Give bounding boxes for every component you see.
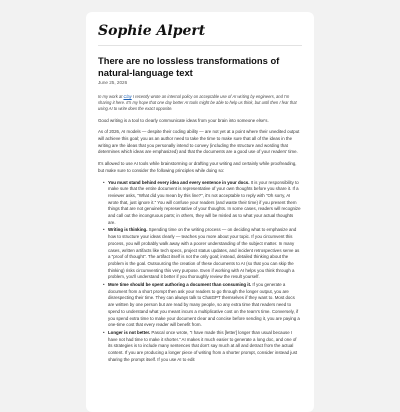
principle-lead: You must stand behind every idea and every sentence in your docs. — [108, 179, 250, 185]
principle-text: Spending time on the writing process — on deciding what to emphasize and how to structure your ideas clearly — teaches you more about your topic. If you circumvent this process, you will probably walk away with a poorer understanding of the subject matter. In many cases, written artifacts like tech specs, project status updates, and incident retrospectives serve as a "proof of thought". The artifact itself is not the only goal; instead, detailed thinking about the problem is the goal. Outsourcing the creation of these documents to AI (so that you can skip the thinking) risks circumventing this very purpose. Even if working with AI helps you think through a problem, you'll understand it better if you thoroughly review the result yourself. — [108, 227, 300, 280]
intro-note — [98, 94, 302, 113]
principle-text: Pascal once wrote, "I have made this [letter] longer than usual because I have not had time to make it shorter." AI makes it much easier to generate a long doc, and one of its strategies is to include many sentences that don't say much at all and detract from the actual content. If you are producing a longer piece of writing from a shorter prompt, consider instead just sharing the prompt itself. If you use AI to edit — [108, 330, 298, 362]
paragraph: Good writing is a tool to clearly communicate ideas from your brain into someone else's. — [98, 117, 269, 123]
principles-list — [98, 180, 302, 364]
bullet-icon: • — [103, 282, 105, 288]
principle-text: It is your responsibility to make sure that the entire document is representative of your own thoughts before you share it. If a reviewer asks, "What did you mean by this line?", it's not acceptable to reply with "Oh sorry, AI wrote that, just ignore it." You will confuse your readers (and waste their time) if you present them things that are not genuinely representative of your thoughts. In some cases, readers will recognize and call out the incongruous parts; in others, they will be misled as to what your actual thoughts are. — [108, 179, 301, 225]
article-date: June 25, 2026 — [98, 80, 128, 85]
list-item — [103, 227, 302, 281]
intro-note-before: In my work at — [98, 94, 124, 99]
principle-text: If you generate a document from a short prompt then ask your readers to go through the longer output, you are disrespecting their time. They can always talk to ChatGPT themselves if they want to. Most docs are written by one person but are read by many people, so any extra time that readers need to spend to understand what you meant incurs a multiplicative cost on the team's time. Conversely, if you spend extra time to make your document clear and concise before sending it, you are paying a one-time cost that every reader will benefit from. — [108, 282, 300, 328]
list-item — [103, 330, 302, 364]
site-title-link[interactable]: Sophie Alpert — [98, 23, 206, 39]
bullet-icon: • — [103, 227, 105, 233]
intro-note-after: I recently wrote an internal policy on acceptable use of AI writing by engineers, and I'm sharing it here. It's my hope that one day better AI tools might be able to help us think, but until then I fear that using AI to write does the exact opposite. — [98, 94, 297, 112]
article-title: There are no lossless transformations of natural-language text — [98, 55, 280, 78]
list-item — [103, 282, 302, 329]
clay-link[interactable]: Clay — [123, 94, 132, 99]
bullet-icon: • — [103, 330, 105, 335]
list-item — [103, 179, 302, 227]
principle-lead: More time should be spent authoring a document than consuming it. — [108, 282, 252, 288]
paragraph: As of 2026, AI models — despite their coding ability — are not yet at a point where their unedited output will achieve this goal; you as an author need to take the time to make sure that all of the ideas in the writing are the ideas that you personally intend to convey (including the structure and wording that determines which ideas are emphasized) and that the documents are a good use of your readers' time. — [98, 129, 300, 155]
article-page — [86, 12, 314, 412]
header-divider — [98, 45, 302, 46]
paragraph: It's allowed to use AI tools while brainstorming or drafting your writing and certainly while proofreading, but make sure to consider the following principles while doing so: — [98, 161, 297, 173]
principle-lead: Longer is not better. — [108, 330, 151, 335]
bullet-icon: • — [103, 179, 105, 185]
principle-lead: Writing is thinking. — [108, 227, 148, 233]
